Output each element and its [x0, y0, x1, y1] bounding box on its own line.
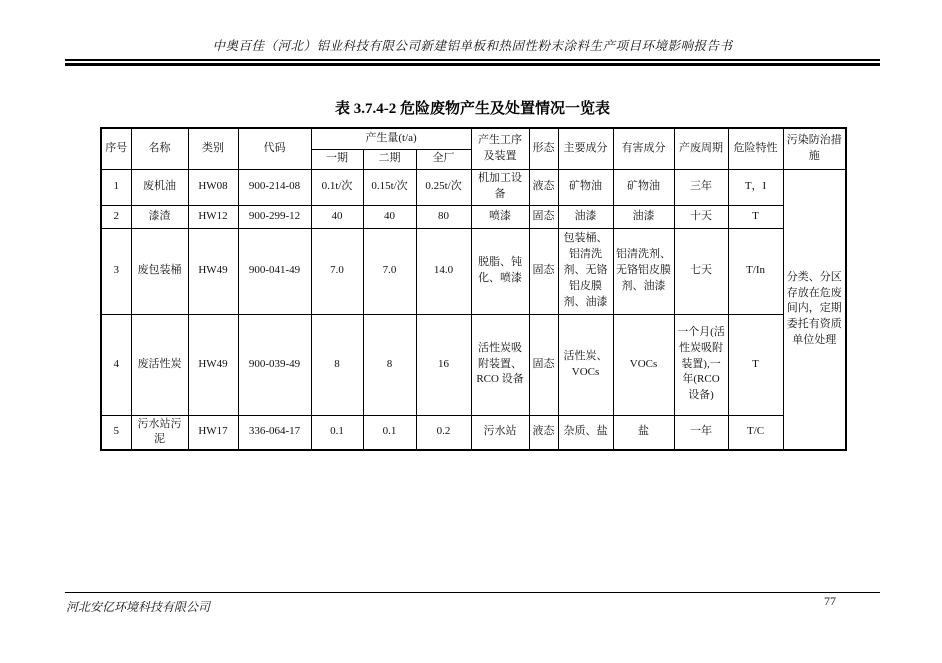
col-header-output-group: 产生量(t/a)	[311, 128, 471, 149]
col-header-control: 污染防治措施	[783, 128, 846, 169]
cell-code: 900-214-08	[238, 169, 311, 205]
cell-process: 机加工设备	[471, 169, 529, 205]
cell-phase2: 8	[363, 314, 416, 415]
cell-name: 漆渣	[131, 205, 188, 228]
table-row	[101, 415, 846, 450]
col-header-phase2: 二期	[363, 149, 416, 169]
col-header-code: 代码	[238, 128, 311, 169]
cell-hazard: T/In	[728, 228, 783, 314]
cell-phase1: 0.1	[311, 415, 363, 450]
cell-total: 16	[416, 314, 471, 415]
cell-total: 0.2	[416, 415, 471, 450]
cell-state: 固态	[529, 205, 558, 228]
cell-seq: 2	[101, 205, 131, 228]
cell-process: 喷漆	[471, 205, 529, 228]
cell-hazard: T	[728, 314, 783, 415]
cell-cycle: 一年	[674, 415, 728, 450]
cell-process: 脱脂、钝化、喷漆	[471, 228, 529, 314]
cell-phase2: 0.15t/次	[363, 169, 416, 205]
cell-harmful-component: VOCs	[613, 314, 674, 415]
col-header-category: 类别	[188, 128, 238, 169]
cell-seq: 4	[101, 314, 131, 415]
table-row	[101, 205, 846, 228]
cell-total: 80	[416, 205, 471, 228]
cell-state: 液态	[529, 169, 558, 205]
col-header-name: 名称	[131, 128, 188, 169]
cell-control-measure: 分类、分区存放在危废间内，定期委托有资质单位处理	[783, 169, 846, 450]
cell-total: 0.25t/次	[416, 169, 471, 205]
table-header-row-1	[101, 128, 846, 149]
cell-cycle: 七天	[674, 228, 728, 314]
col-header-harmful-component: 有害成分	[613, 128, 674, 169]
cell-process: 活性炭吸附装置、RCO 设备	[471, 314, 529, 415]
col-header-seq: 序号	[101, 128, 131, 169]
hazardous-waste-table	[100, 127, 847, 451]
cell-code: 900-041-49	[238, 228, 311, 314]
cell-category: HW17	[188, 415, 238, 450]
cell-main-component: 油漆	[558, 205, 613, 228]
cell-category: HW49	[188, 314, 238, 415]
cell-cycle: 一个月(活性炭吸附装置),一年(RCO 设备)	[674, 314, 728, 415]
cell-seq: 3	[101, 228, 131, 314]
cell-main-component: 活性炭、VOCs	[558, 314, 613, 415]
cell-hazard: T/C	[728, 415, 783, 450]
cell-phase1: 8	[311, 314, 363, 415]
table-row	[101, 314, 846, 415]
cell-name: 废机油	[131, 169, 188, 205]
footer-divider	[65, 592, 880, 593]
cell-state: 固态	[529, 228, 558, 314]
cell-code: 900-039-49	[238, 314, 311, 415]
table-title: 表 3.7.4-2 危险废物产生及处置情况一览表	[335, 101, 610, 117]
table-row	[101, 169, 846, 205]
cell-phase1: 7.0	[311, 228, 363, 314]
cell-phase2: 7.0	[363, 228, 416, 314]
cell-harmful-component: 铝清洗剂、无铬铝皮膜剂、油漆	[613, 228, 674, 314]
cell-process: 污水站	[471, 415, 529, 450]
cell-phase1: 0.1t/次	[311, 169, 363, 205]
cell-seq: 5	[101, 415, 131, 450]
cell-hazard: T，I	[728, 169, 783, 205]
cell-harmful-component: 盐	[613, 415, 674, 450]
cell-state: 液态	[529, 415, 558, 450]
cell-name: 污水站污泥	[131, 415, 188, 450]
cell-hazard: T	[728, 205, 783, 228]
cell-name: 废包装桶	[131, 228, 188, 314]
cell-seq: 1	[101, 169, 131, 205]
col-header-cycle: 产废周期	[674, 128, 728, 169]
col-header-phase1: 一期	[311, 149, 363, 169]
cell-category: HW49	[188, 228, 238, 314]
cell-code: 336-064-17	[238, 415, 311, 450]
col-header-state: 形态	[529, 128, 558, 169]
document-header-title: 中奥百佳（河北）铝业科技有限公司新建铝单板和热固性粉末涂料生产项目环境影响报告书	[212, 39, 733, 53]
col-header-process: 产生工序及装置	[471, 128, 529, 169]
header-divider	[65, 59, 880, 66]
cell-total: 14.0	[416, 228, 471, 314]
cell-main-component: 矿物油	[558, 169, 613, 205]
cell-main-component: 杂质、盐	[558, 415, 613, 450]
cell-main-component: 包装桶、铝清洗剂、无铬铝皮膜剂、油漆	[558, 228, 613, 314]
col-header-total: 全厂	[416, 149, 471, 169]
cell-category: HW12	[188, 205, 238, 228]
cell-cycle: 十天	[674, 205, 728, 228]
page-number: 77	[824, 594, 836, 608]
cell-category: HW08	[188, 169, 238, 205]
cell-cycle: 三年	[674, 169, 728, 205]
cell-harmful-component: 油漆	[613, 205, 674, 228]
cell-phase1: 40	[311, 205, 363, 228]
footer-company-name: 河北安亿环境科技有限公司	[66, 600, 211, 614]
col-header-main-component: 主要成分	[558, 128, 613, 169]
cell-phase2: 0.1	[363, 415, 416, 450]
cell-state: 固态	[529, 314, 558, 415]
col-header-hazard: 危险特性	[728, 128, 783, 169]
table-row	[101, 228, 846, 314]
cell-harmful-component: 矿物油	[613, 169, 674, 205]
cell-phase2: 40	[363, 205, 416, 228]
cell-code: 900-299-12	[238, 205, 311, 228]
cell-name: 废活性炭	[131, 314, 188, 415]
